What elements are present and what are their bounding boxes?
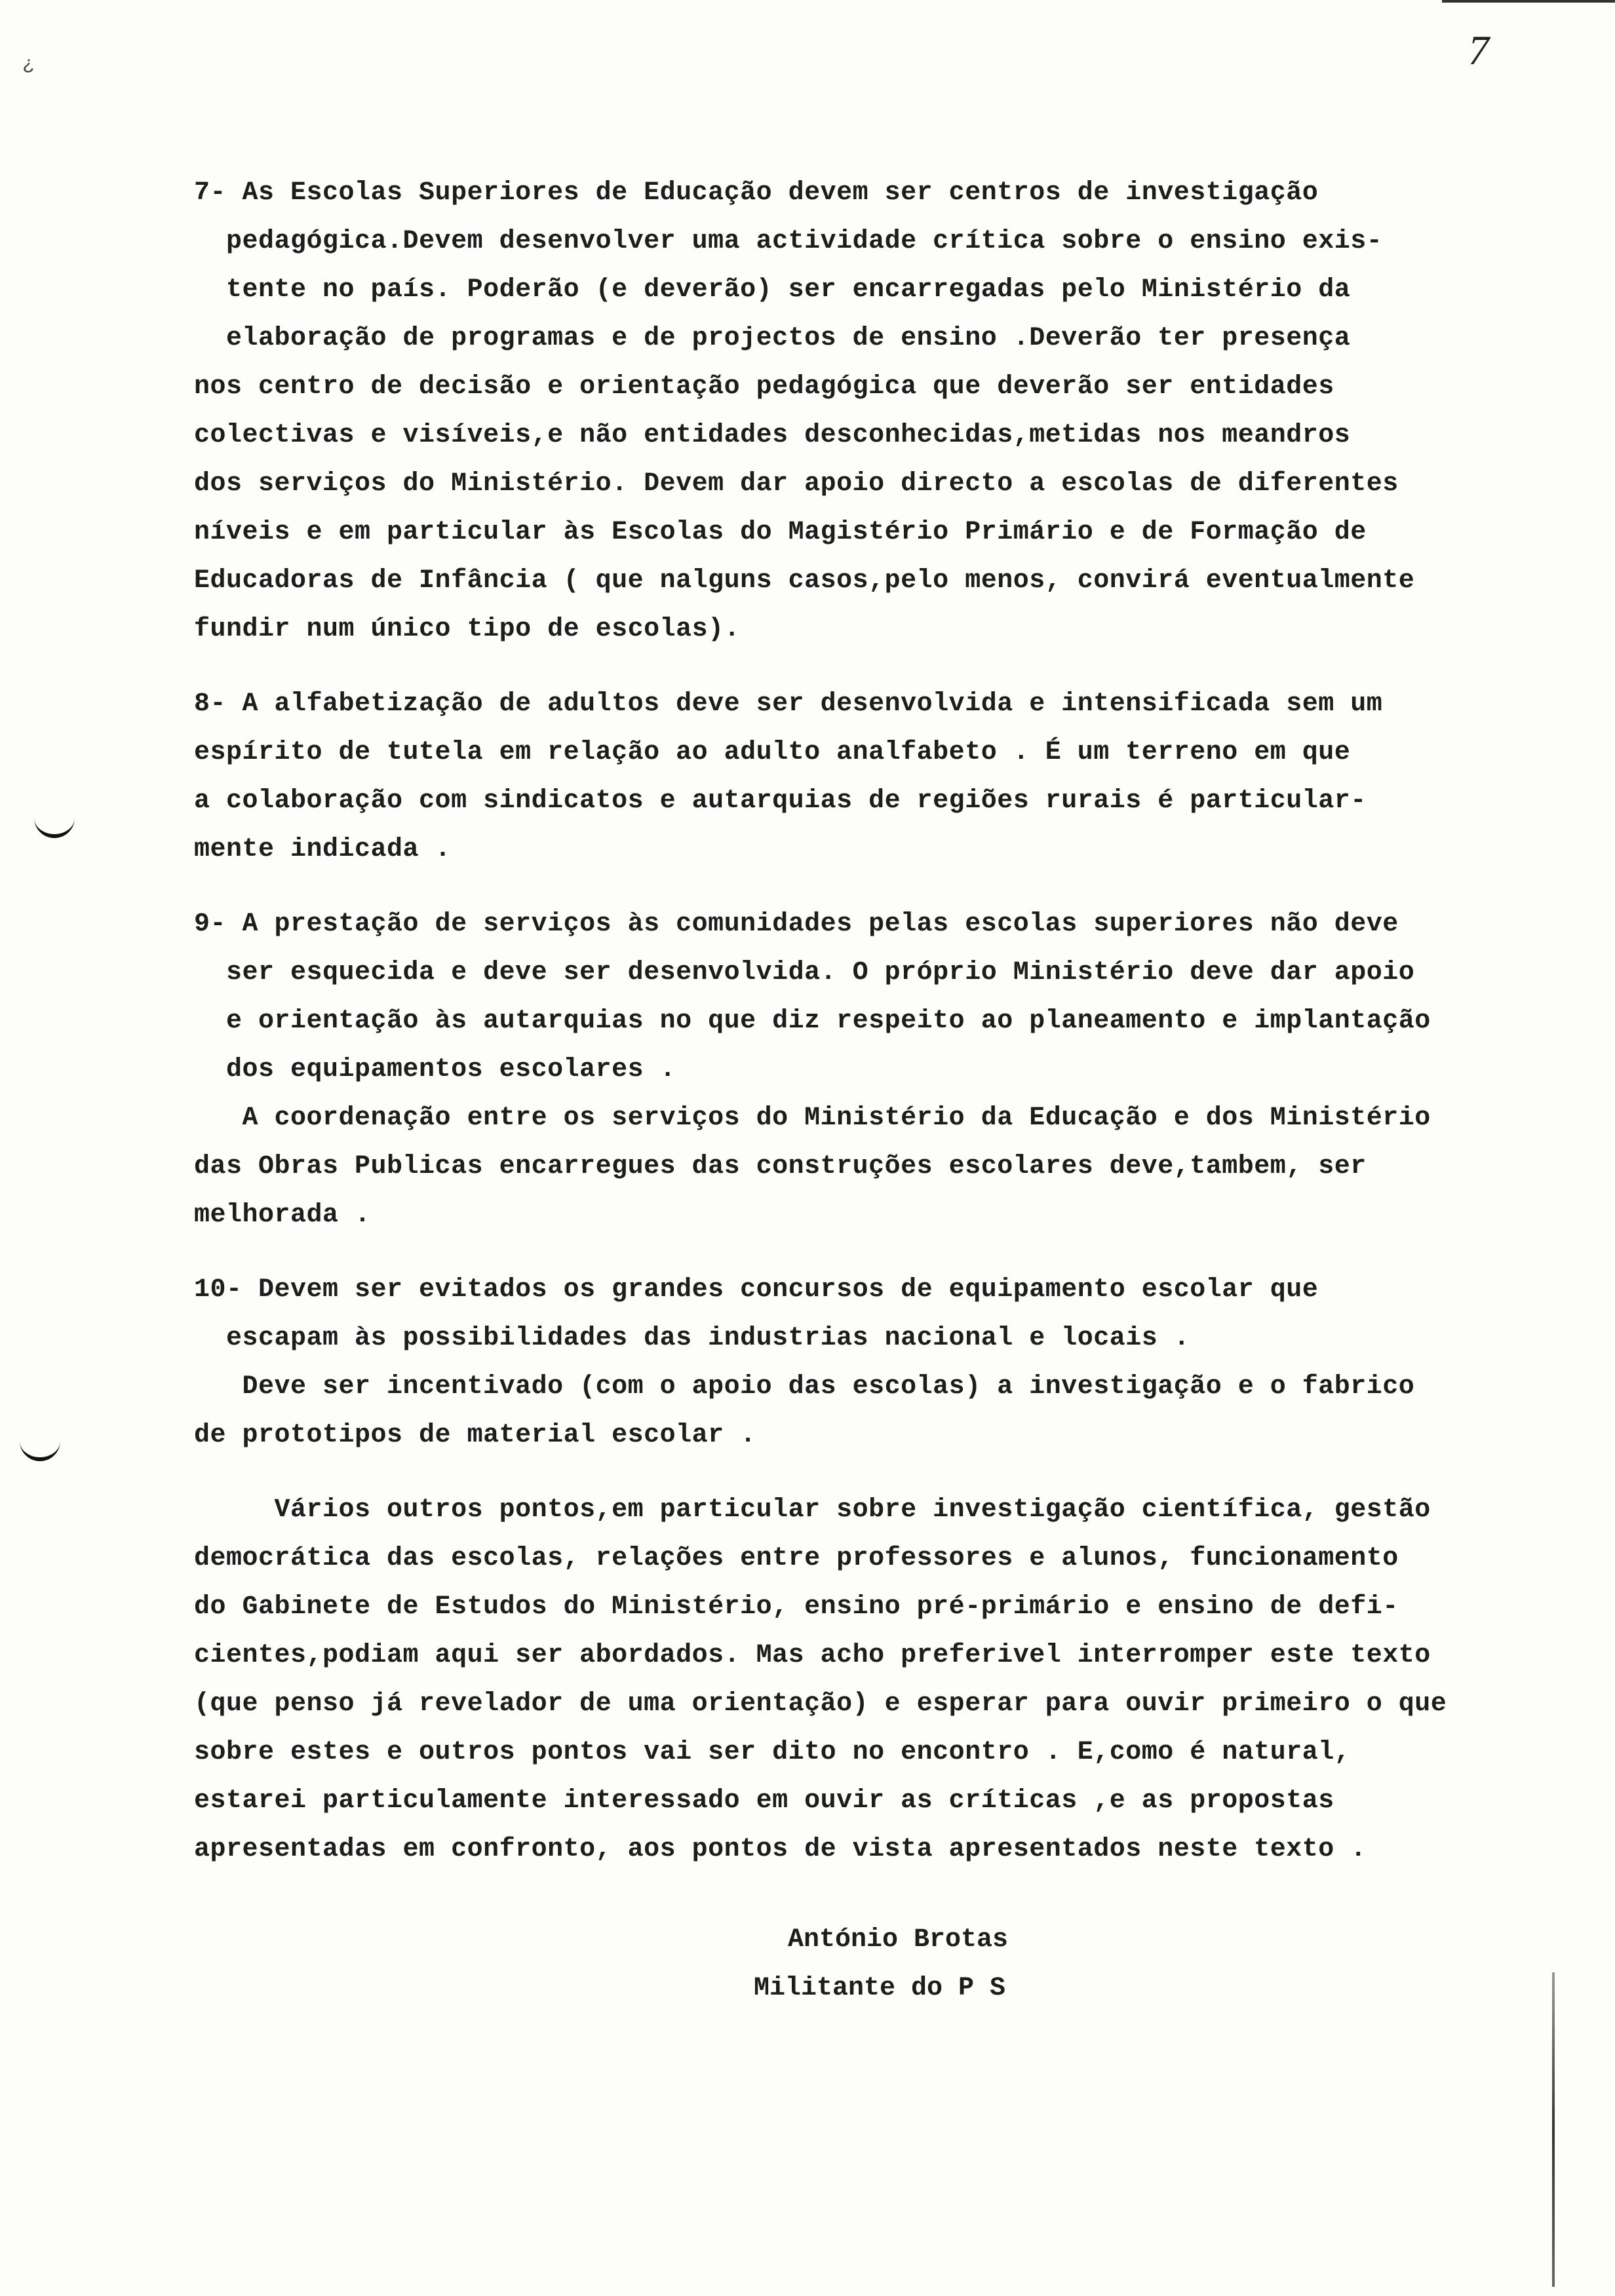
text-line: pedagógica.Devem desenvolver uma actividade crítica sobre o ensino exis- <box>194 227 1383 256</box>
text-line: 7- As Escolas Superiores de Educação devem ser centros de investigação <box>194 178 1319 208</box>
paragraph-gap <box>194 1240 1492 1266</box>
signature-block <box>754 1916 1008 2013</box>
text-line: 8- A alfabetização de adultos deve ser desenvolvida e intensificada sem um <box>194 689 1383 719</box>
text-line: colectivas e visíveis,e não entidades desconhecidas,metidas nos meandros <box>194 421 1351 450</box>
document-body <box>194 169 1492 1874</box>
text-line: de prototipos de material escolar . <box>194 1421 756 1450</box>
text-line: tente no país. Poderão (e deverão) ser encarregadas pelo Ministério da <box>194 275 1351 305</box>
text-line: das Obras Publicas encarregues das construções escolares deve,tambem, ser <box>194 1152 1367 1181</box>
text-line: escapam às possibilidades das industrias nacional e locais . <box>194 1324 1190 1353</box>
paragraph-gap <box>194 654 1492 680</box>
text-line: nos centro de decisão e orientação pedagógica que deverão ser entidades <box>194 372 1334 402</box>
text-line: ser esquecida e deve ser desenvolvida. O próprio Ministério deve dar apoio <box>194 958 1415 987</box>
text-line: dos equipamentos escolares . <box>194 1055 676 1084</box>
text-line: estarei particulamente interessado em ouvir as críticas ,e as propostas <box>194 1786 1334 1816</box>
signature-name: António Brotas <box>788 1925 1009 1955</box>
text-line: melhorada . <box>194 1200 371 1230</box>
text-line: democrática das escolas, relações entre professores e alunos, funcionamento <box>194 1544 1399 1573</box>
text-line: do Gabinete de Estudos do Ministério, ensino pré-primário e ensino de defi- <box>194 1592 1399 1622</box>
text-line: (que penso já revelador de uma orientação) e esperar para ouvir primeiro o que <box>194 1689 1447 1719</box>
text-line: e orientação às autarquias no que diz respeito ao planeamento e implantação <box>194 1006 1431 1036</box>
text-line: mente indicada . <box>194 835 452 864</box>
paragraph-10 <box>194 1266 1492 1460</box>
paragraph-gap <box>194 1460 1492 1486</box>
text-line: Educadoras de Infância ( que nalguns casos,pelo menos, convirá eventualmente <box>194 566 1415 596</box>
text-line: cientes,podiam aqui ser abordados. Mas acho preferivel interromper este texto <box>194 1641 1431 1670</box>
page-number: 7 <box>1468 27 1489 73</box>
text-line: a colaboração com sindicatos e autarquias de regiões rurais é particular- <box>194 786 1367 816</box>
top-edge-rule <box>1442 0 1615 3</box>
text-line: Vários outros pontos,em particular sobre investigação científica, gestão <box>194 1495 1431 1525</box>
text-line: fundir num único tipo de escolas). <box>194 615 741 644</box>
text-line: sobre estes e outros pontos vai ser dito no encontro . E,como é natural, <box>194 1738 1351 1767</box>
scan-edge-mark <box>1552 1972 1555 2287</box>
punch-hole-mark <box>20 1439 60 1461</box>
paragraph-9 <box>194 900 1492 1094</box>
paragraph-coordination <box>194 1094 1492 1240</box>
paragraph-7 <box>194 169 1492 654</box>
text-line: espírito de tutela em relação ao adulto analfabeto . É um terreno em que <box>194 738 1351 767</box>
text-line: níveis e em particular às Escolas do Magistério Primário e de Formação de <box>194 518 1367 547</box>
text-line: elaboração de programas e de projectos de ensino .Deverão ter presença <box>194 324 1351 353</box>
corner-mark: ¿ <box>22 54 35 76</box>
signature-role: Militante do P S <box>754 1974 1006 2003</box>
text-line: 10- Devem ser evitados os grandes concursos de equipamento escolar que <box>194 1275 1319 1305</box>
paragraph-closing <box>194 1486 1492 1874</box>
text-line: dos serviços do Ministério. Devem dar apoio directo a escolas de diferentes <box>194 469 1399 499</box>
text-line: 9- A prestação de serviços às comunidades pelas escolas superiores não deve <box>194 909 1399 939</box>
text-line: apresentadas em confronto, aos pontos de vista apresentados neste texto . <box>194 1835 1367 1864</box>
paragraph-8 <box>194 680 1492 874</box>
text-line: A coordenação entre os serviços do Ministério da Educação e dos Ministério <box>194 1103 1431 1133</box>
text-line: Deve ser incentivado (com o apoio das escolas) a investigação e o fabrico <box>194 1372 1415 1402</box>
punch-hole-mark <box>34 816 75 838</box>
paragraph-gap <box>194 874 1492 900</box>
